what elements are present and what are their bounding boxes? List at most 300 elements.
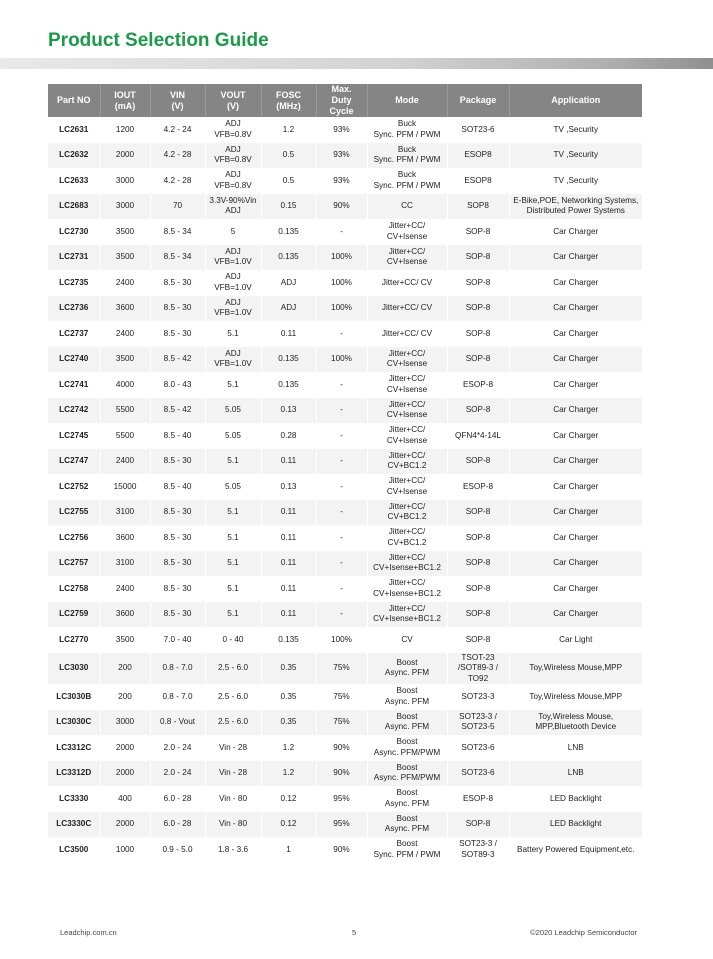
column-header-vout: VOUT (V): [205, 84, 261, 117]
column-header-application: Application: [509, 84, 642, 117]
cell-fosc: 0.135: [261, 245, 316, 271]
cell-fosc: 0.35: [261, 653, 316, 685]
cell-mode: Jitter+CC/ CV+Isense: [367, 423, 447, 449]
cell-max-duty-cycle: 90%: [316, 194, 367, 220]
cell-vin: 0.9 - 5.0: [150, 837, 205, 863]
cell-vout: 5.05: [205, 398, 261, 424]
cell-part-no: LC2757: [48, 551, 100, 577]
cell-iout: 1200: [100, 117, 150, 143]
cell-vout: 5.1: [205, 500, 261, 526]
cell-mode: Jitter+CC/ CV+Isense+BC1.2: [367, 602, 447, 628]
cell-vout: 5.05: [205, 474, 261, 500]
cell-package: ESOP-8: [447, 372, 509, 398]
table-row: [48, 653, 642, 685]
cell-vout: ADJ VFB=1.0V: [205, 296, 261, 322]
cell-application: Car Charger: [509, 423, 642, 449]
title-divider-bar: [0, 58, 713, 69]
table-row: [48, 576, 642, 602]
column-header-package: Package: [447, 84, 509, 117]
cell-vin: 8.5 - 40: [150, 423, 205, 449]
cell-package: SOP-8: [447, 347, 509, 373]
footer-page-number: 5: [352, 928, 357, 937]
cell-part-no: LC2683: [48, 194, 100, 220]
cell-part-no: LC3312C: [56, 742, 92, 752]
cell-part-no: LC2758: [59, 583, 89, 593]
cell-package: SOP8: [447, 194, 509, 220]
cell-application: Car Charger: [509, 372, 642, 398]
cell-vin: 0.8 - 7.0: [150, 684, 205, 710]
cell-iout: 2000: [100, 761, 150, 787]
cell-iout: 3500: [100, 219, 150, 245]
cell-mode: Jitter+CC/ CV+Isense: [367, 219, 447, 245]
cell-fosc: 0.11: [261, 500, 316, 526]
cell-part-no: LC2735: [59, 277, 89, 287]
cell-application: LNB: [509, 761, 642, 787]
cell-iout: 3600: [100, 296, 150, 322]
cell-iout: 2400: [100, 449, 150, 475]
cell-application: Car Charger: [509, 474, 642, 500]
cell-package: SOP-8: [447, 270, 509, 296]
table-row: [48, 602, 642, 628]
cell-fosc: 1.2: [261, 761, 316, 787]
cell-application: Car Charger: [509, 296, 642, 322]
cell-vout: Vin - 80: [205, 786, 261, 812]
cell-max-duty-cycle: 93%: [316, 143, 367, 169]
cell-vin: 8.5 - 30: [150, 576, 205, 602]
cell-part-no: LC3030: [48, 653, 100, 685]
cell-mode: Buck Sync. PFM / PWM: [367, 117, 447, 143]
cell-iout: 200: [100, 684, 150, 710]
cell-part-no: LC2752: [59, 481, 89, 491]
cell-vin: 2.0 - 24: [150, 761, 205, 787]
cell-application: Car Charger: [509, 219, 642, 245]
cell-iout: 2000: [100, 812, 150, 838]
table-row: [48, 474, 642, 500]
cell-package: SOP-8: [447, 602, 509, 628]
cell-mode: Boost Async. PFM: [367, 786, 447, 812]
cell-mode: Boost Async. PFM/PWM: [367, 735, 447, 761]
cell-part-no: LC2731: [48, 245, 100, 271]
cell-mode: Jitter+CC/ CV+Isense: [367, 347, 447, 373]
cell-mode: Buck Sync. PFM / PWM: [367, 168, 447, 194]
cell-mode: Boost Async. PFM: [367, 653, 447, 685]
cell-max-duty-cycle: 100%: [316, 270, 367, 296]
cell-application: Battery Powered Equipment,etc.: [509, 837, 642, 863]
cell-package: ESOP8: [447, 168, 509, 194]
cell-max-duty-cycle: 90%: [316, 761, 367, 787]
cell-part-no: LC2756: [59, 532, 89, 542]
cell-fosc: 0.11: [261, 551, 316, 577]
table-row: [48, 735, 642, 761]
cell-fosc: 0.11: [261, 602, 316, 628]
cell-max-duty-cycle: -: [316, 500, 367, 526]
cell-package: ESOP8: [447, 143, 509, 169]
cell-max-duty-cycle: 90%: [316, 735, 367, 761]
table-row: [48, 684, 642, 710]
cell-application: TV ,Security: [509, 168, 642, 194]
cell-package: SOP-8: [447, 245, 509, 271]
cell-max-duty-cycle: -: [316, 525, 367, 551]
cell-vout: Vin - 28: [205, 761, 261, 787]
cell-mode: Jitter+CC/ CV: [367, 270, 447, 296]
cell-vout: 2.5 - 6.0: [205, 653, 261, 685]
footer-website: Leadchip.com.cn: [60, 928, 117, 937]
cell-fosc: 0.135: [261, 627, 316, 653]
cell-max-duty-cycle: 100%: [316, 627, 367, 653]
cell-fosc: 0.11: [261, 449, 316, 475]
cell-application: Car Charger: [509, 525, 642, 551]
cell-vout: 5.05: [205, 423, 261, 449]
cell-part-no: LC2759: [48, 602, 100, 628]
cell-vin: 0.8 - 7.0: [150, 653, 205, 685]
cell-part-no: LC2736: [48, 296, 100, 322]
cell-package: ESOP-8: [447, 786, 509, 812]
cell-max-duty-cycle: 100%: [316, 347, 367, 373]
cell-iout: 4000: [100, 372, 150, 398]
cell-vout: 5.1: [205, 602, 261, 628]
cell-iout: 5500: [100, 423, 150, 449]
table-header-row: [48, 84, 642, 117]
cell-fosc: 0.5: [261, 143, 316, 169]
cell-max-duty-cycle: 100%: [316, 245, 367, 271]
cell-vin: 8.5 - 30: [150, 321, 205, 347]
cell-iout: 2400: [100, 576, 150, 602]
cell-package: SOT23-3 / SOT23-5: [447, 710, 509, 736]
cell-package: SOP-8: [447, 219, 509, 245]
cell-fosc: 0.35: [261, 710, 316, 736]
cell-vout: 5.1: [205, 576, 261, 602]
cell-application: Car Charger: [509, 245, 642, 271]
table-row: [48, 296, 642, 322]
cell-max-duty-cycle: 100%: [316, 296, 367, 322]
table-row: [48, 321, 642, 347]
cell-part-no: LC2633: [59, 175, 89, 185]
cell-part-no: LC3030C: [48, 710, 100, 736]
cell-mode: Jitter+CC/ CV+Isense: [367, 474, 447, 500]
cell-fosc: 0.11: [261, 321, 316, 347]
table-row: [48, 117, 642, 143]
cell-part-no: LC2632: [48, 143, 100, 169]
cell-application: Car Charger: [509, 500, 642, 526]
cell-vout: ADJ VFB=0.8V: [205, 168, 261, 194]
cell-vout: ADJ VFB=1.0V: [205, 245, 261, 271]
cell-package: ESOP-8: [447, 474, 509, 500]
table-row: [48, 372, 642, 398]
cell-application: LED Backlight: [509, 786, 642, 812]
cell-application: LED Backlight: [509, 812, 642, 838]
cell-part-no: LC2747: [48, 449, 100, 475]
cell-vin: 8.0 - 43: [150, 372, 205, 398]
cell-iout: 2400: [100, 270, 150, 296]
cell-application: Car Charger: [509, 551, 642, 577]
cell-vin: 8.5 - 30: [150, 500, 205, 526]
cell-application: Car Charger: [509, 602, 642, 628]
cell-application: TV ,Security: [509, 117, 642, 143]
cell-application: Car Charger: [509, 449, 642, 475]
cell-fosc: ADJ: [261, 296, 316, 322]
table-row: [48, 761, 642, 787]
cell-application: TV ,Security: [509, 143, 642, 169]
cell-iout: 2400: [100, 321, 150, 347]
cell-application: Toy,Wireless Mouse,MPP: [509, 653, 642, 685]
cell-mode: Jitter+CC/ CV+BC1.2: [367, 500, 447, 526]
cell-max-duty-cycle: 93%: [316, 168, 367, 194]
cell-vout: 5: [205, 219, 261, 245]
cell-iout: 3100: [100, 551, 150, 577]
cell-mode: Boost Async. PFM: [367, 710, 447, 736]
cell-fosc: 0.13: [261, 474, 316, 500]
table-row: [48, 551, 642, 577]
cell-fosc: 0.135: [261, 219, 316, 245]
cell-max-duty-cycle: 75%: [316, 653, 367, 685]
table-row: [48, 347, 642, 373]
cell-part-no: LC2737: [59, 328, 89, 338]
cell-mode: Jitter+CC/ CV+BC1.2: [367, 525, 447, 551]
cell-iout: 3500: [100, 245, 150, 271]
table-row: [48, 398, 642, 424]
cell-mode: Boost Async. PFM: [367, 684, 447, 710]
cell-application: Car Charger: [509, 398, 642, 424]
cell-vin: 7.0 - 40: [150, 627, 205, 653]
cell-part-no: LC2770: [59, 634, 89, 644]
table-row: [48, 812, 642, 838]
cell-max-duty-cycle: -: [316, 398, 367, 424]
cell-iout: 3500: [100, 627, 150, 653]
cell-vin: 4.2 - 28: [150, 143, 205, 169]
cell-vin: 8.5 - 42: [150, 398, 205, 424]
cell-mode: Boost Async. PFM/PWM: [367, 761, 447, 787]
cell-vout: ADJ VFB=0.8V: [205, 117, 261, 143]
cell-package: SOP-8: [447, 525, 509, 551]
cell-max-duty-cycle: -: [316, 423, 367, 449]
cell-max-duty-cycle: 93%: [316, 117, 367, 143]
cell-vout: 0 - 40: [205, 627, 261, 653]
cell-mode: Jitter+CC/ CV+Isense: [367, 372, 447, 398]
cell-fosc: 0.12: [261, 786, 316, 812]
cell-vin: 70: [150, 194, 205, 220]
cell-vin: 8.5 - 30: [150, 551, 205, 577]
cell-max-duty-cycle: 75%: [316, 684, 367, 710]
column-header-part-no: Part NO: [48, 84, 100, 117]
cell-application: E-Bike,POE, Networking Systems, Distributed Power Systems: [509, 194, 642, 220]
cell-part-no: LC2741: [59, 379, 89, 389]
cell-iout: 3500: [100, 347, 150, 373]
cell-fosc: 0.5: [261, 168, 316, 194]
cell-part-no: LC2755: [48, 500, 100, 526]
cell-vin: 8.5 - 30: [150, 602, 205, 628]
cell-package: TSOT-23 /SOT89-3 / TO92: [447, 653, 509, 685]
cell-vout: ADJ VFB=1.0V: [205, 270, 261, 296]
column-header-iout: IOUT (mA): [100, 84, 150, 117]
cell-part-no: LC2742: [48, 398, 100, 424]
cell-mode: Buck Sync. PFM / PWM: [367, 143, 447, 169]
table-row: [48, 423, 642, 449]
cell-vin: 8.5 - 42: [150, 347, 205, 373]
cell-vout: 3.3V-90%Vin ADJ: [205, 194, 261, 220]
table-body: [48, 117, 642, 863]
cell-iout: 400: [100, 786, 150, 812]
page-title: Product Selection Guide: [48, 30, 269, 51]
cell-max-duty-cycle: -: [316, 449, 367, 475]
table-row: [48, 837, 642, 863]
cell-package: QFN4*4-14L: [447, 423, 509, 449]
cell-package: SOP-8: [447, 576, 509, 602]
cell-vin: 2.0 - 24: [150, 735, 205, 761]
cell-iout: 1000: [100, 837, 150, 863]
table-row: [48, 627, 642, 653]
cell-max-duty-cycle: -: [316, 219, 367, 245]
table-row: [48, 500, 642, 526]
cell-package: SOT23-3: [447, 684, 509, 710]
cell-package: SOT23-3 / SOT89-3: [447, 837, 509, 863]
cell-application: Car Light: [509, 627, 642, 653]
cell-fosc: 0.11: [261, 576, 316, 602]
cell-vout: 2.5 - 6.0: [205, 710, 261, 736]
table-row: [48, 270, 642, 296]
cell-vin: 0.8 - Vout: [150, 710, 205, 736]
cell-application: Car Charger: [509, 347, 642, 373]
cell-application: Toy,Wireless Mouse,MPP: [509, 684, 642, 710]
cell-fosc: 1: [261, 837, 316, 863]
cell-fosc: ADJ: [261, 270, 316, 296]
table-row: [48, 245, 642, 271]
cell-iout: 5500: [100, 398, 150, 424]
cell-vin: 8.5 - 30: [150, 525, 205, 551]
cell-part-no: LC3312D: [48, 761, 100, 787]
cell-vout: ADJ VFB=0.8V: [205, 143, 261, 169]
cell-iout: 200: [100, 653, 150, 685]
column-header-max-duty-cycle: Max. Duty Cycle: [316, 84, 367, 117]
cell-fosc: 1.2: [261, 735, 316, 761]
cell-part-no: LC2740: [48, 347, 100, 373]
cell-iout: 2000: [100, 143, 150, 169]
table-row: [48, 449, 642, 475]
cell-max-duty-cycle: -: [316, 372, 367, 398]
cell-fosc: 1.2: [261, 117, 316, 143]
cell-vin: 6.0 - 28: [150, 812, 205, 838]
cell-application: Car Charger: [509, 576, 642, 602]
cell-iout: 3600: [100, 525, 150, 551]
cell-vin: 8.5 - 34: [150, 245, 205, 271]
cell-mode: Boost Sync. PFM / PWM: [367, 837, 447, 863]
cell-package: SOT23-6: [447, 761, 509, 787]
cell-mode: Jitter+CC/ CV: [367, 321, 447, 347]
cell-vout: 5.1: [205, 551, 261, 577]
cell-mode: Boost Async. PFM: [367, 812, 447, 838]
cell-vout: 5.1: [205, 321, 261, 347]
cell-mode: CV: [367, 627, 447, 653]
cell-vout: 1.8 - 3.6: [205, 837, 261, 863]
cell-vout: 5.1: [205, 525, 261, 551]
cell-vout: 5.1: [205, 449, 261, 475]
cell-fosc: 0.135: [261, 372, 316, 398]
cell-package: SOP-8: [447, 321, 509, 347]
cell-application: Toy,Wireless Mouse, MPP,Bluetooth Device: [509, 710, 642, 736]
cell-vin: 8.5 - 30: [150, 296, 205, 322]
cell-max-duty-cycle: -: [316, 602, 367, 628]
cell-application: Car Charger: [509, 270, 642, 296]
cell-vin: 4.2 - 24: [150, 117, 205, 143]
cell-package: SOP-8: [447, 551, 509, 577]
cell-package: SOP-8: [447, 500, 509, 526]
cell-fosc: 0.28: [261, 423, 316, 449]
footer-copyright: ©2020 Leadchip Semiconductor: [530, 928, 637, 937]
cell-iout: 3000: [100, 168, 150, 194]
cell-max-duty-cycle: -: [316, 321, 367, 347]
cell-max-duty-cycle: 95%: [316, 786, 367, 812]
cell-fosc: 0.12: [261, 812, 316, 838]
cell-iout: 2000: [100, 735, 150, 761]
column-header-mode: Mode: [367, 84, 447, 117]
cell-vout: 2.5 - 6.0: [205, 684, 261, 710]
cell-vout: 5.1: [205, 372, 261, 398]
cell-max-duty-cycle: -: [316, 474, 367, 500]
cell-iout: 3000: [100, 194, 150, 220]
table-row: [48, 168, 642, 194]
cell-iout: 3000: [100, 710, 150, 736]
table-row: [48, 786, 642, 812]
column-header-vin: VIN (V): [150, 84, 205, 117]
cell-package: SOP-8: [447, 398, 509, 424]
cell-part-no: LC3330C: [48, 812, 100, 838]
cell-part-no: LC3030B: [56, 691, 92, 701]
cell-vin: 8.5 - 34: [150, 219, 205, 245]
cell-part-no: LC2631: [59, 124, 89, 134]
table-row: [48, 710, 642, 736]
cell-vout: Vin - 28: [205, 735, 261, 761]
cell-part-no: LC3500: [59, 844, 89, 854]
cell-vin: 8.5 - 40: [150, 474, 205, 500]
cell-part-no: LC2745: [59, 430, 89, 440]
cell-max-duty-cycle: 75%: [316, 710, 367, 736]
cell-max-duty-cycle: 95%: [316, 812, 367, 838]
cell-fosc: 0.35: [261, 684, 316, 710]
cell-vout: Vin - 80: [205, 812, 261, 838]
cell-package: SOP-8: [447, 812, 509, 838]
cell-vout: ADJ VFB=1.0V: [205, 347, 261, 373]
cell-fosc: 0.11: [261, 525, 316, 551]
cell-fosc: 0.135: [261, 347, 316, 373]
cell-package: SOP-8: [447, 449, 509, 475]
cell-iout: 3600: [100, 602, 150, 628]
cell-package: SOP-8: [447, 296, 509, 322]
table-row: [48, 525, 642, 551]
cell-iout: 3100: [100, 500, 150, 526]
table-row: [48, 143, 642, 169]
table-row: [48, 219, 642, 245]
cell-vin: 6.0 - 28: [150, 786, 205, 812]
cell-iout: 15000: [100, 474, 150, 500]
cell-max-duty-cycle: -: [316, 551, 367, 577]
cell-mode: Jitter+CC/ CV+Isense: [367, 398, 447, 424]
cell-package: SOT23-6: [447, 735, 509, 761]
cell-application: LNB: [509, 735, 642, 761]
cell-max-duty-cycle: -: [316, 576, 367, 602]
cell-mode: Jitter+CC/ CV+Isense+BC1.2: [367, 576, 447, 602]
product-selection-table: [48, 84, 642, 863]
cell-max-duty-cycle: 90%: [316, 837, 367, 863]
cell-mode: CC: [367, 194, 447, 220]
cell-fosc: 0.13: [261, 398, 316, 424]
cell-vin: 4.2 - 28: [150, 168, 205, 194]
cell-fosc: 0.15: [261, 194, 316, 220]
cell-mode: Jitter+CC/ CV+BC1.2: [367, 449, 447, 475]
cell-mode: Jitter+CC/ CV+Isense+BC1.2: [367, 551, 447, 577]
cell-part-no: LC3330: [59, 793, 89, 803]
column-header-fosc: FOSC (MHz): [261, 84, 316, 117]
cell-part-no: LC2730: [59, 226, 89, 236]
cell-vin: 8.5 - 30: [150, 270, 205, 296]
